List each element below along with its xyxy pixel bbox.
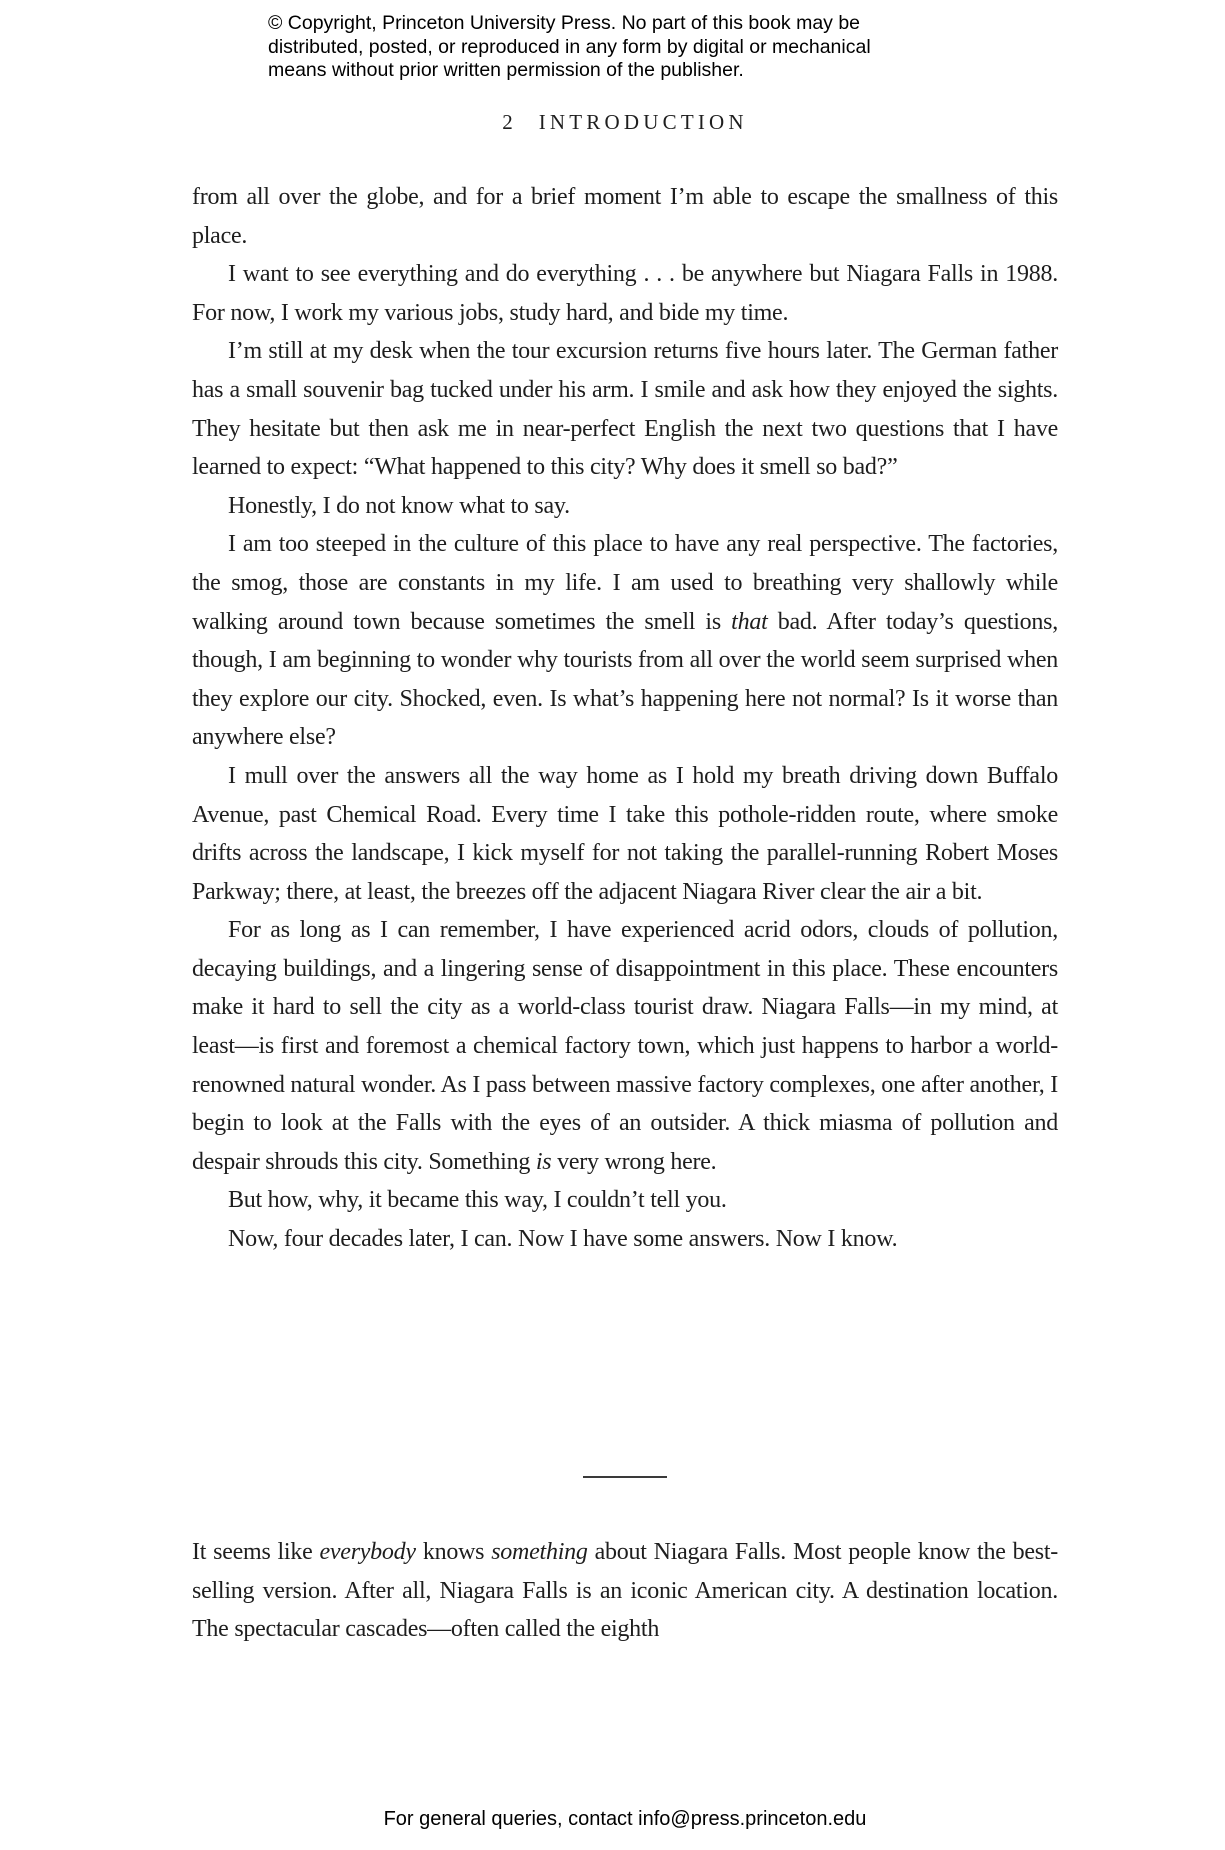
paragraph <box>192 525 1058 757</box>
paragraph <box>192 911 1058 1181</box>
page-number: 2 <box>502 110 513 134</box>
paragraph <box>192 332 1058 486</box>
running-head <box>192 110 1058 135</box>
copyright-line: means without prior written permission of the publisher. <box>268 59 744 81</box>
text-run: from all over the globe, and for a brief moment I’m able to escape the smallness of this place. <box>192 184 1058 249</box>
footer-text: For general queries, contact info@press.princeton.edu <box>383 1808 867 1830</box>
italic-text-run: everybody <box>319 1539 416 1565</box>
closing-text <box>192 1533 1058 1649</box>
text-run: I mull over the answers all the way home as I hold my breath driving down Buffalo Avenue, past Chemical Road. Every time I take this pothole-ridden route, where smoke drifts across the landscape, I kick myself for not taking the parallel-running Robert Moses Parkway; there, at least, the breezes off the adjacent Niagara River clear the air a bit. <box>192 762 1058 905</box>
section-divider-rule <box>583 1476 667 1478</box>
italic-text-run: that <box>731 608 768 635</box>
paragraph <box>192 1533 1058 1649</box>
text-run: I want to see everything and do everything . . . be anywhere but Niagara Falls in 1988. For now, I work my various jobs, study hard, and bide my time. <box>192 261 1058 326</box>
paragraph <box>192 1181 1058 1220</box>
text-run: Now, four decades later, I can. Now I have some answers. Now I know. <box>228 1226 898 1253</box>
paragraph <box>192 1220 1058 1259</box>
text-run: bad. After today’s questions, though, I am beginning to wonder why tourists from all over the world seem surprised when they explore our city. Shocked, even. Is what’s happening here not normal? Is it worse than anywhere else? <box>192 608 1058 751</box>
copyright-line: © Copyright, Princeton University Press. No part of this book may be <box>268 12 861 34</box>
paragraph <box>192 255 1058 332</box>
chapter-title: INTRODUCTION <box>538 110 748 134</box>
text-run: But how, why, it became this way, I couldn’t tell you. <box>228 1187 727 1214</box>
text-run: For as long as I can remember, I have experienced acrid odors, clouds of pollution, decaying buildings, and a lingering sense of disappointment in this place. These encounters make it hard to sell the city as a world-class tourist draw. Niagara Falls—in my mind, at least—is first and foremost a chemical factory town, which just happens to harbor a world-renowned natural wonder. As I pass between massive factory complexes, one after another, I begin to look at the Falls with the eyes of an outsider. A thick miasma of pollution and despair shrouds this city. Something <box>192 917 1058 1175</box>
text-run: Honestly, I do not know what to say. <box>228 492 570 519</box>
italic-text-run: something <box>491 1539 588 1565</box>
copyright-line: distributed, posted, or reproduced in any form by digital or mechanical <box>268 35 871 58</box>
text-run: about Niagara Falls. Most people know the best-selling version. After all, Niagara Falls is an iconic American city. A destination location. The spectacular cascades—often called the eighth <box>192 1539 1058 1643</box>
text-run: It seems like <box>192 1539 320 1565</box>
text-run: I am too steeped in the culture of this place to have any real perspective. The factories, the smog, those are constants in my life. I am used to breathing very shallowly while walking around town because sometimes the smell is <box>192 531 1058 635</box>
footer-queries <box>192 1808 1058 1831</box>
paragraph <box>192 178 1058 255</box>
text-run: very wrong here. <box>551 1148 717 1175</box>
paragraph <box>192 757 1058 911</box>
text-run: I’m still at my desk when the tour excursion returns five hours later. The German father has a small souvenir bag tucked under his arm. I smile and ask how they enjoyed the sights. They hesitate but then ask me in near-perfect English the next two questions that I have learned to expect: “What happened to this city? Why does it smell so bad?” <box>192 338 1058 481</box>
italic-text-run: is <box>535 1148 552 1175</box>
paragraph <box>192 487 1058 526</box>
body-text <box>192 178 1058 1259</box>
text-run: knows <box>415 1539 492 1565</box>
copyright-notice <box>268 12 871 83</box>
